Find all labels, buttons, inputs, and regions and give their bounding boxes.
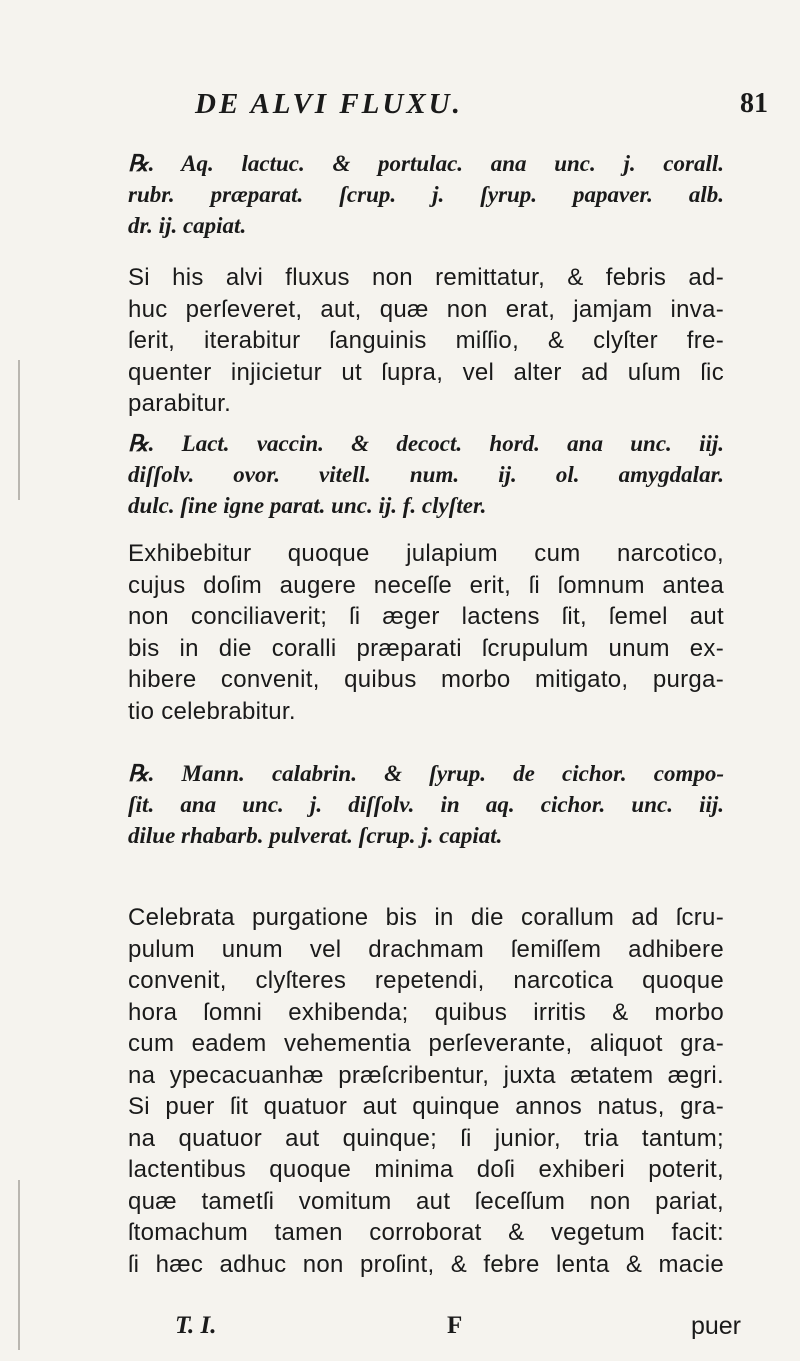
text-line: quenter injicietur ut ſupra, vel alter ad uſum ſic <box>128 358 724 386</box>
running-head <box>0 88 800 128</box>
prescription-3 <box>128 758 724 851</box>
text-line: na ypecacuanhæ præſcribentur, juxta ætatem ægri. <box>128 1061 724 1089</box>
page-edge-shadow <box>18 360 20 500</box>
text-line: parabitur. <box>128 390 232 417</box>
text-line: Celebrata purgatione bis in die corallum ad ſcru- <box>128 904 724 931</box>
text-line: tio celebrabitur. <box>128 697 296 725</box>
text-line: non conciliaverit; ſi æger lactens ſit, ſemel aut <box>128 603 724 630</box>
text-line: quæ tametſi vomitum aut ſeceſſum non pariat, <box>128 1187 724 1215</box>
text-line: diſſolv. ovor. vitell. num. ij. ol. amygdalar. <box>128 462 724 487</box>
text-line: cujus doſim augere neceſſe erit, ſi ſomnum antea <box>128 571 724 599</box>
text-line: ſtomachum tamen corroborat & vegetum facit: <box>128 1219 724 1246</box>
text-line: na quatuor aut quinque; ſi junior, tria tantum; <box>128 1124 724 1152</box>
text-line: ℞. Aq. lactuc. & portulac. ana unc. j. corall. <box>128 151 724 176</box>
text-line: bis in die coralli præparati ſcrupulum unum ex- <box>128 634 724 662</box>
signature-letter: F <box>447 1312 463 1339</box>
paragraph-3 <box>128 902 724 1280</box>
text-line: huc perſeveret, aut, quæ non erat, jamjam inva- <box>128 295 724 323</box>
text-line: ℞. Lact. vaccin. & decoct. hord. ana unc. iij. <box>128 431 724 456</box>
text-line: dulc. ſine igne parat. unc. ij. f. clyſter. <box>128 493 487 518</box>
text-line: dilue rhabarb. pulverat. ſcrup. j. capiat. <box>128 823 503 848</box>
text-line: hibere convenit, quibus morbo mitigato, purga- <box>128 666 724 693</box>
text-line: pulum unum vel drachmam ſemiſſem adhibere <box>128 935 724 963</box>
prescription-2 <box>128 428 724 521</box>
text-line: ℞. Mann. calabrin. & ſyrup. de cichor. compo- <box>128 761 724 786</box>
paragraph-1 <box>128 262 724 420</box>
text-line: ſit. ana unc. j. diſſolv. in aq. cichor. unc. iij. <box>128 792 724 817</box>
text-line: cum eadem vehementia perſeverante, aliquot gra- <box>128 1030 724 1057</box>
signature-mark: T. I. <box>175 1312 217 1339</box>
text-line: lactentibus quoque minima doſi exhiberi poterit, <box>128 1156 724 1183</box>
text-line: Si his alvi fluxus non remittatur, & febris ad- <box>128 264 724 291</box>
prescription-1 <box>128 148 724 241</box>
text-line: rubr. præparat. ſcrup. j. ſyrup. papaver. alb. <box>128 182 724 207</box>
page-edge-shadow <box>18 1180 20 1350</box>
text-line: dr. ij. capiat. <box>128 213 247 238</box>
text-line: ſi hæc adhuc non proſint, & febre lenta & macie <box>128 1250 724 1278</box>
paragraph-2 <box>128 538 724 727</box>
catchword: puer <box>690 1312 741 1340</box>
text-line: hora ſomni exhibenda; quibus irritis & morbo <box>128 998 724 1026</box>
text-line: Si puer ſit quatuor aut quinque annos natus, gra- <box>128 1093 724 1120</box>
page-number: 81 <box>740 88 768 119</box>
page-footer <box>175 1312 741 1346</box>
text-line: Exhibebitur quoque julapium cum narcotico, <box>128 540 724 567</box>
text-line: convenit, clyſteres repetendi, narcotica quoque <box>128 967 724 994</box>
text-line: ſerit, iterabitur ſanguinis miſſio, & clyſter fre- <box>128 327 724 354</box>
running-title: DE ALVI FLUXU. <box>195 88 463 120</box>
